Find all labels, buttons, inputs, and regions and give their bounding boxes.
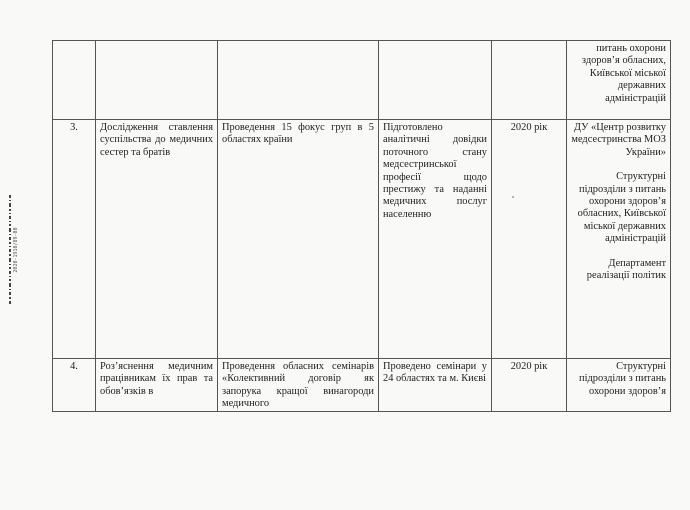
barcode-stamp: [8, 195, 20, 305]
cell-term: 2020 рік: [492, 120, 567, 359]
cell-name: Дослідження ставлення суспільства до медичних сестер та братів: [96, 120, 218, 359]
barcode-number: 2020-1910/89-00: [13, 227, 19, 273]
cell-measures: Проведення обласних семінарів «Колективний договір як запорука кращої винагороди медичного: [218, 359, 379, 412]
cell-name: Роз’яснення медичним працівникам їх прав та обов’язків в: [96, 359, 218, 412]
cell-executor: Структурні підрозділи з питань охорони здоров’я: [567, 359, 671, 412]
cell-term: [492, 41, 567, 120]
cell-measures: Проведення 15 фокус груп в 5 областях країни: [218, 120, 379, 359]
cell-name: [96, 41, 218, 120]
cell-term: 2020 рік: [492, 359, 567, 412]
table-row: [53, 41, 671, 120]
cell-result: [379, 41, 492, 120]
cell-result: Підготовлено аналітичні довідки поточного стану медсестринської професії щодо престижу та наданні медичних послуг населенню: [379, 120, 492, 359]
measures-table: [52, 40, 671, 412]
table-row: [53, 359, 671, 412]
cell-number: [53, 41, 96, 120]
cell-executor: [567, 120, 671, 359]
cell-executor: питань охорони здоров’я обласних, Київської міської державних адміністрацій: [567, 41, 671, 120]
cell-number: 4.: [53, 359, 96, 412]
cell-result: Проведено семінари у 24 областях та м. Києві: [379, 359, 492, 412]
executor-regional: Структурні підрозділи з питань охорони здоров’я обласних, Київської міської державних адміністрацій: [577, 171, 666, 245]
cell-measures: [218, 41, 379, 120]
table-row: [53, 120, 671, 359]
executor-center: ДУ «Центр розвитку медсестринства МОЗ України»: [571, 122, 666, 158]
cell-number: 3.: [53, 120, 96, 359]
executor-department: Департамент реалізації політик: [586, 257, 666, 282]
